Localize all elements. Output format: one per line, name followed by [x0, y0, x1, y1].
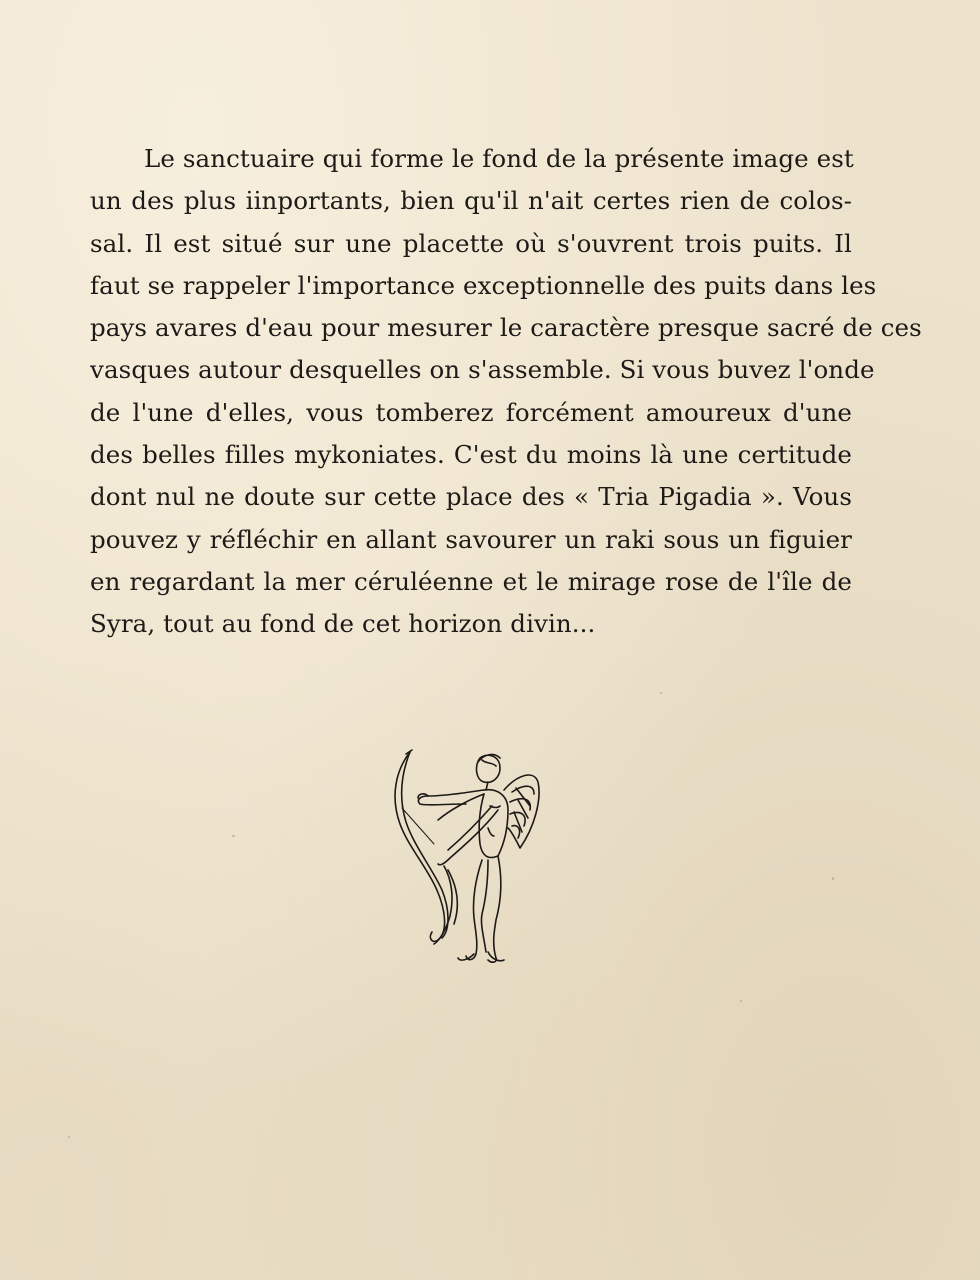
paper-speck	[660, 692, 662, 694]
text-line: pays avares d'eau pour mesurer le caractère presque sacré de ces	[90, 313, 922, 343]
text-line: sal. Il est situé sur une placette où s'ouvrent trois puits. Il	[90, 228, 852, 258]
text-line: de l'une d'elles, vous tomberez forcément amoureux d'une	[90, 397, 852, 427]
paper-speck	[232, 835, 235, 837]
cupid-with-bow-icon	[388, 748, 548, 970]
text-line: dont nul ne doute sur cette place des « Tria Pigadia ». Vous	[90, 482, 852, 512]
text-line: pouvez y réfléchir en allant savourer un raki sous un figuier	[90, 524, 852, 554]
paper-speck	[68, 1136, 70, 1138]
text-line: Le sanctuaire qui forme le fond de la présente image est	[144, 144, 854, 173]
text-line: des belles filles mykoniates. C'est du moins là une certitude	[90, 440, 852, 470]
paper-speck	[832, 877, 834, 880]
text-line: vasques autour desquelles on s'assemble. Si vous buvez l'onde	[90, 355, 875, 385]
text-line-last: Syra, tout au fond de cet horizon divin...	[90, 609, 596, 639]
paper-speck	[740, 1000, 742, 1002]
text-line: en regardant la mer céruléenne et le mirage rose de l'île de	[90, 566, 852, 596]
text-line: faut se rappeler l'importance exceptionnelle des puits dans les	[90, 270, 877, 300]
body-paragraph	[90, 138, 922, 646]
text-line: un des plus iinportants, bien qu'il n'ait certes rien de colos-	[90, 186, 852, 216]
